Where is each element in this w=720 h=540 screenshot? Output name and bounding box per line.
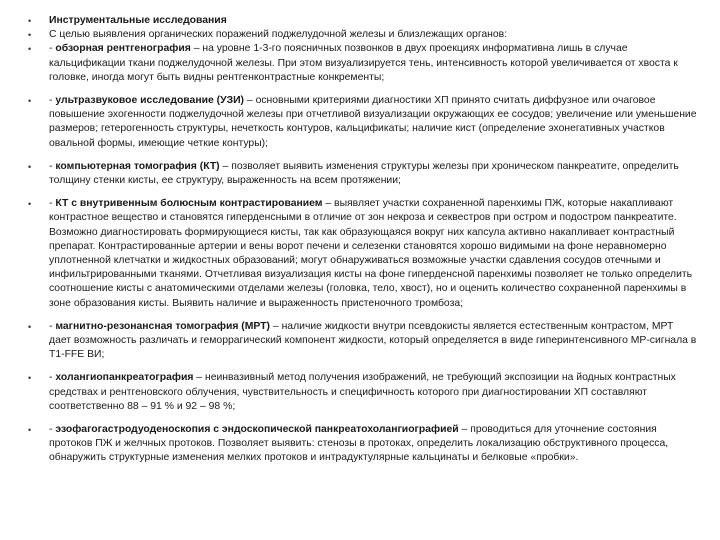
item-lead: - — [49, 372, 56, 384]
bullet-icon: • — [28, 199, 32, 210]
list-item-intro — [28, 28, 698, 42]
item-term: КТ с внутривенным болюсным контрастированием — [55, 198, 323, 210]
item-text: – выявляет участки сохраненной паренхимы ПЖ, которые накапливают контрастное вещество и становятся гиперденсными в отличие от зон некроза и секвестров при остром и подостром панкреатите. Возможно диагностировать формирующиеся кисты, так как образующаяся вокруг них капсула активно накапливает контрастный препарат. Контрастированные артерии и вены ворот печени и селезенки становятся хорошо видимыми на фоне неравномерно уплотненной клетчатки и жидкостных образований; могут обнаруживаться возможные участки сдавления сосудов отечными и инфильтрированными тканями. Отчетливая визуализация кисты на фоне гиперденсной паренхимы позволяет не только определить соотношение кисты с анатомическими отделами железы (головка, тело, хвост), но и оценить количество сохраненной паренхимы в зоне образования кисты. Выявить наличие и выраженность пристеночного тромбоза; — [49, 198, 693, 309]
item-text: – наличие жидкости внутри псевдокисты является естественным контрастом, МРТ дает возможность различать и геморрагический компонент жидкости, который определяется в виде гиперинтенсивного МР-сигнала в Т1-FFE ВИ; — [49, 320, 697, 361]
item-text: – на уровне 1-3-го поясничных позвонков в двух проекциях информативна лишь в случае кальцификации ткани поджелудочной железы. При этом визуализируется тень, интенсивность которой увеличивается от хвоста к головке, иногда могут быть видны рентгенконтрастные конкременты; — [49, 43, 678, 83]
item-term: компьютерная томография (КТ) — [55, 160, 220, 172]
bullet-list — [28, 14, 698, 466]
item-term: холангиопанкреатография — [55, 372, 194, 384]
bullet-icon: • — [28, 373, 32, 384]
item-lead: - — [49, 198, 56, 210]
list-item-cholangiopancreatography — [28, 371, 698, 414]
list-item-endoscopy — [28, 423, 698, 466]
item-text: С целью выявления органических поражений поджелудочной железы и близлежащих органов: — [49, 29, 508, 41]
list-item-ultrasound — [28, 94, 698, 151]
item-lead: - — [49, 95, 56, 107]
bullet-icon: • — [28, 30, 32, 41]
item-text: – неинвазивный метод получения изображений, не требующий экспозиции на йодных контрастных средствах и рентгеновского облучения, чувствительность и специфичность которого при диагностировании ХП составляют соответственно 88 – 91 % и 92 – 98 %; — [49, 372, 676, 412]
item-term: ультразвуковое исследование (УЗИ) — [55, 95, 245, 107]
item-text: – позволяет выявить изменения структуры железы при хроническом панкреатите, определить толщину стенки кисты, ее структуру, выраженность на всем протяжении; — [49, 160, 679, 187]
list-item-mri — [28, 320, 698, 363]
bullet-icon: • — [28, 161, 32, 172]
item-term: обзорная рентгенография — [55, 43, 191, 55]
bullet-icon: • — [28, 44, 32, 55]
item-lead: - — [49, 160, 56, 172]
bullet-icon: • — [28, 96, 32, 107]
item-term: магнитно-резонансная томография (МРТ) — [55, 320, 271, 332]
bullet-icon: • — [28, 321, 32, 332]
list-item-xray — [28, 42, 698, 85]
list-item-ct — [28, 160, 698, 188]
bullet-icon: • — [28, 16, 32, 26]
item-text: – основными критериями диагностики ХП принято считать диффузное или очаговое повышение эхогенности поджелудочной железы при отчетливой визуализации окружающих ее сосудов; увеличение или уменьшение размеров; гетерогенность структуры, нечеткость контуров, кальцификаты; наличие кист (определение эхонегативных участков овальной формы, имеющие четкие контуры); — [49, 95, 697, 149]
item-text: – проводиться для уточнение состояния протоков ПЖ и желчных протоков. Позволяет выявить: стенозы в протоках, определить локализацию обструктивного процесса, обнаружить структурные изменения мелких протоков и интрадуктулярные кальцинаты и белковые «пробки». — [49, 424, 669, 464]
item-lead: - — [49, 424, 56, 436]
item-lead: - — [49, 43, 56, 55]
bullet-icon: • — [28, 425, 32, 436]
item-lead: - — [49, 320, 56, 332]
item-term: эзофагогастродуоденоскопия с эндоскопической панкреатохолангиографией — [55, 424, 459, 436]
item-term: Инструментальные исследования — [49, 15, 227, 26]
list-item-heading — [28, 14, 698, 28]
list-item-ct-contrast — [28, 197, 698, 311]
